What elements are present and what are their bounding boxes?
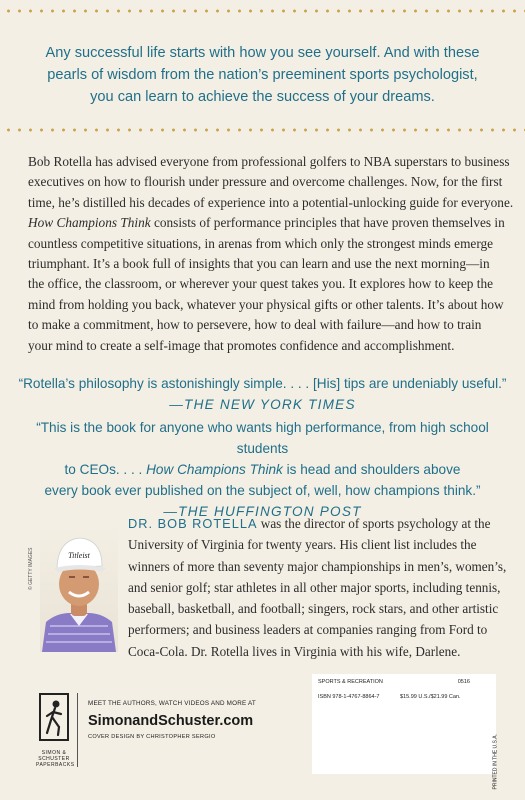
- review-quote-huffpost: [10, 417, 515, 522]
- description-line: Bob Rotella has advised everyone from professional golfers to NBA superstars to business: [28, 154, 510, 169]
- quote-line-end: is head and shoulders above: [286, 462, 461, 477]
- price-text: $15.99 U.S./$21.99 Can.: [400, 694, 461, 700]
- cover-blurb: [20, 42, 505, 108]
- decorative-dot-border-middle: [0, 127, 525, 133]
- quote-source: —THE NEW YORK TIMES: [169, 397, 356, 412]
- publisher-logo: [36, 693, 75, 769]
- cap-logo-text: Titleist: [68, 551, 90, 560]
- decorative-dot-border-top: [0, 8, 525, 14]
- cover-design-credit: COVER DESIGN BY CHRISTOPHER SERGIO: [88, 734, 216, 740]
- book-title-inline: How Champions Think: [28, 215, 151, 231]
- book-description: [28, 152, 514, 356]
- description-line: time, he’s distilled his decades of experience into a potential-unlocking guide for everyone.: [28, 194, 514, 210]
- barcode-category: SPORTS & RECREATION: [318, 679, 383, 685]
- bio-line: University of Virginia for twenty years. His client list includes the: [128, 537, 477, 553]
- description-line: to make a commitment, how to persevere, how to deal with failure—and how to train: [28, 317, 482, 333]
- quote-source: —THE HUFFINGTON POST: [163, 504, 362, 519]
- bio-line-rest: was the director of sports psychology at the: [260, 516, 491, 531]
- quote-line: every book ever published on the subject of, well, how champions think.”: [44, 483, 481, 498]
- description-line: [28, 213, 505, 233]
- bio-line: performers; and business leaders at companies ranging from Ford to: [128, 622, 488, 638]
- bio-line: and senior golf; star athletes in all other major sports, including tennis,: [128, 579, 501, 595]
- blurb-line: Any successful life starts with how you see yourself. And with these: [45, 45, 480, 61]
- quote-line-start: to CEOs. . . .: [64, 462, 143, 477]
- quote-text: “Rotella’s philosophy is astonishingly simple. . . . [His] tips are undeniably useful.”: [18, 376, 507, 391]
- description-line: countless competitive situations, in arenas from which only the strongest minds emerge: [28, 235, 494, 251]
- blurb-line: you can learn to achieve the success of your dreams.: [90, 89, 435, 105]
- bio-line: [128, 513, 510, 534]
- barcode-area: [312, 674, 498, 790]
- description-line: triumphant. It’s a book full of insights that you can learn and use the next morning—in: [28, 256, 490, 272]
- quote-book-title: How Champions Think: [146, 462, 283, 477]
- bio-line: baseball, basketball, and football; singers, rock stars, and other artistic: [128, 601, 499, 617]
- description-line: the office, the classroom, or wherever your quest takes you. It explores how to keep the: [28, 276, 494, 292]
- printed-in-text: PRINTED IN THE U.S.A.: [492, 734, 498, 790]
- blurb-line: pearls of wisdom from the nation’s preeminent sports psychologist,: [47, 67, 478, 83]
- divider: [77, 693, 78, 767]
- bio-line: Coca-Cola. Dr. Rotella lives in Virginia with his wife, Darlene.: [128, 643, 461, 659]
- author-photo: [40, 522, 118, 652]
- publisher-tagline: MEET THE AUTHORS, WATCH VIDEOS AND MORE AT: [88, 700, 256, 707]
- photo-credit: © GETTY IMAGES: [28, 547, 34, 590]
- review-quote-nyt: [10, 373, 515, 415]
- publisher-logo-text: SIMON & SCHUSTER PAPERBACKS: [36, 750, 75, 768]
- description-line-rest: consists of performance principles that have proven themselves in: [153, 215, 505, 231]
- description-line: executives on how to flourish under pressure and overcome challenges. Now, for the first: [28, 174, 503, 190]
- publisher-website: SimonandSchuster.com: [88, 713, 254, 729]
- bio-line: winners of more than seventy major championships in men’s, women’s,: [128, 558, 507, 574]
- description-line: mind from holding you back, whatever your physical gifts or other talents. It’s about how: [28, 296, 504, 312]
- description-line: your mind to create a self-image that promotes confidence and accomplishment.: [28, 337, 455, 353]
- sower-logo-icon: [39, 693, 69, 741]
- author-portrait-illustration: [40, 522, 118, 652]
- quote-line: [10, 459, 515, 480]
- author-bio: [128, 513, 510, 662]
- quote-line: “This is the book for anyone who wants high performance, from high school students: [36, 420, 489, 456]
- isbn-text: ISBN 978-1-4767-8864-7: [318, 694, 380, 700]
- author-name: DR. BOB ROTELLA: [128, 516, 258, 531]
- barcode-code: 0516: [457, 679, 470, 685]
